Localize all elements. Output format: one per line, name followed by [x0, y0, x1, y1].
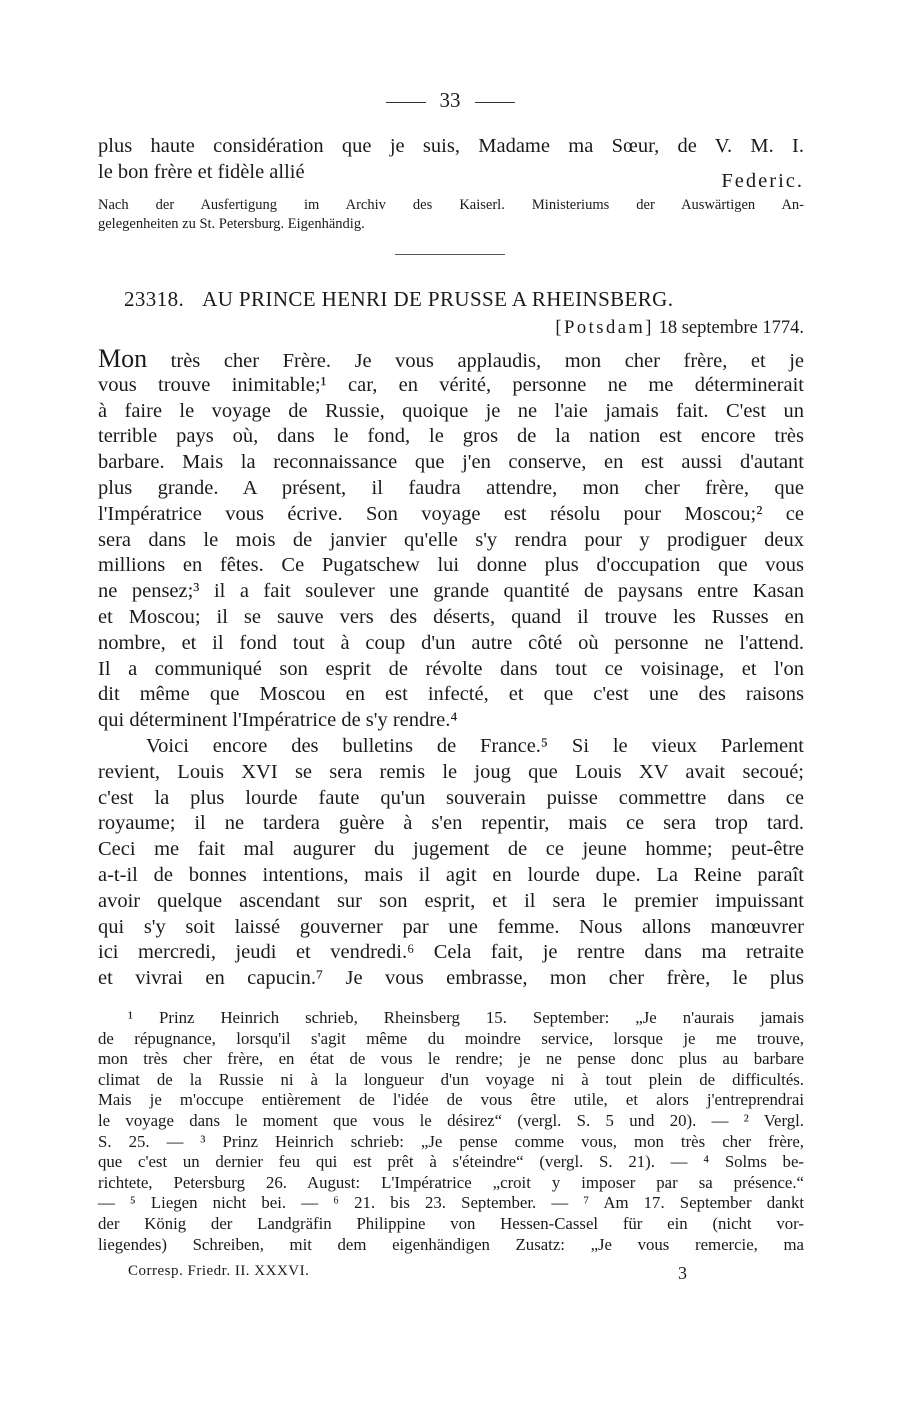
- footnote-line: Mais je m'occupe entièrement de l'idée de vous être utile, et alors j'entreprendrai: [98, 1090, 804, 1110]
- footnote-line: — ⁵ Liegen nicht bei. — ⁶ 21. bis 23. September. — ⁷ Am 17. September dankt: [98, 1193, 804, 1213]
- footer-volume: Corresp. Friedr. II. XXXVI.: [128, 1263, 310, 1279]
- footnote-line: der König der Landgräfin Philippine von Hessen-Cassel für ein (nicht vor-: [98, 1214, 804, 1233]
- header-rule-right: [475, 102, 515, 103]
- body-line: qui déterminent l'Impératrice de s'y rendre.⁴: [98, 709, 458, 732]
- signature: Federic.: [721, 170, 804, 192]
- body-line: vous trouve inimitable;¹ car, en vérité, personne ne me déterminerait: [98, 373, 804, 396]
- footnote-line: ¹ Prinz Heinrich schrieb, Rheinsberg 15. September: „Je n'aurais jamais: [128, 1008, 804, 1027]
- body-line: sera dans le mois de janvier qu'elle s'y rendra pour y prodiguer deux: [98, 528, 804, 551]
- body-line: et Moscou; il se sauve vers des déserts, quand il trouve les Russes en: [98, 606, 804, 628]
- letter-number: 23318.: [124, 287, 185, 311]
- body-line: terrible pays où, dans le fond, le gros de la nation est encore très: [98, 425, 804, 448]
- body-line: et vivrai en capucin.⁷ Je vous embrasse, mon cher frère, le plus: [98, 967, 804, 990]
- footnote-line: mon très cher frère, en état de vous le rendre; je ne pense donc plus au barbare: [98, 1049, 804, 1069]
- body-line: revient, Louis XVI se sera remis le joug que Louis XV avait secoué;: [98, 760, 804, 783]
- footer-signature-mark: 3: [678, 1263, 687, 1283]
- body-line: à faire le voyage de Russie, quoique je ne l'aie jamais fait. C'est un: [98, 399, 804, 422]
- body-line: millions en fêtes. Ce Pugatschew lui donne plus d'occupation que vous: [98, 554, 804, 577]
- body-line: Ceci me fait mal augurer du jugement de ce jeune homme; peut-être: [98, 838, 804, 861]
- section-divider: [395, 254, 505, 255]
- body-line: Il a communiqué son esprit de révolte dans tout ce voisinage, et l'on: [98, 657, 804, 680]
- letter-heading: [124, 287, 804, 312]
- page-number: 33: [439, 88, 461, 112]
- letter-place: [Potsdam]: [555, 318, 654, 338]
- body-line: ici mercredi, jeudi et vendredi.⁶ Cela fait, je rentre dans ma retraite: [98, 941, 804, 964]
- body-line: royaume; il ne tardera guère à s'en repentir, mais ce sera trop tard.: [98, 812, 804, 835]
- footnote-line: richtete, Petersburg 26. August: L'Impératrice „croit y imposer par sa présence.“: [98, 1172, 804, 1192]
- letter-initial-word: Mon: [98, 344, 148, 373]
- body-line: nombre, et il fond tout à coup d'un autre côté où personne ne l'attend.: [98, 631, 804, 654]
- footnote-line: de répugnance, lorsqu'il s'agit même du moindre service, lorsque je me trouve,: [98, 1028, 804, 1048]
- letter-dateline: [555, 318, 804, 339]
- letter-date: 18 septembre 1774.: [658, 318, 804, 338]
- body-line: plus grande. A présent, il faudra attendre, mon cher frère, que: [98, 477, 804, 499]
- footnote-line: climat de la Russie ni à la longueur d'un voyage ni à tout plein de difficultés.: [98, 1069, 804, 1089]
- source-note-line-1: Nach der Ausfertigung im Archiv des Kaiserl. Ministeriums der Auswärtigen An-: [98, 197, 804, 213]
- body-line: l'Impératrice vous écrive. Son voyage est résolu pour Moscou;² ce: [98, 502, 804, 525]
- intro-line-2: le bon frère et fidèle allié: [98, 161, 305, 183]
- footnote-line: le voyage dans le moment que vous le désirez“ (vergl. S. 5 und 20). — ² Vergl.: [98, 1111, 804, 1130]
- body-line: avoir quelque ascendant sur son esprit, et il sera le premier impuissant: [98, 889, 804, 912]
- body-line: a-t-il de bonnes intentions, mais il agit en lourde dupe. La Reine paraît: [98, 864, 804, 886]
- letter-title: AU PRINCE HENRI DE PRUSSE A RHEINSBERG.: [202, 287, 674, 311]
- body-line: Mon très cher Frère. Je vous applaudis, mon cher frère, et je: [98, 344, 804, 373]
- body-line: qui s'y soit laissé gouverner par une femme. Nous allons manœuvrer: [98, 915, 804, 938]
- body-line: ne pensez;³ il a fait soulever une grande quantité de paysans entre Kasan: [98, 580, 804, 603]
- body-line: dit même que Moscou en est infecté, et que c'est une des raisons: [98, 683, 804, 706]
- body-line: barbare. Mais la reconnaissance que j'en conserve, en est aussi d'autant: [98, 451, 804, 474]
- footnote-line: que c'est un dernier feu qui est prêt à s'éteindre“ (vergl. S. 21). — ⁴ Solms be-: [98, 1152, 804, 1172]
- body-line: Voici encore des bulletins de France.⁵ Si le vieux Parlement: [146, 735, 804, 757]
- footnote-line: liegendes) Schreiben, mit dem eigenhändigen Zusatz: „Je vous remercie, ma: [98, 1234, 804, 1254]
- intro-line-1: plus haute considération que je suis, Madame ma Sœur, de V. M. I.: [98, 135, 804, 157]
- header-rule-left: [386, 102, 426, 103]
- body-line: c'est la plus lourde faute qu'un souverain puisse commettre dans ce: [98, 786, 804, 809]
- source-note-line-2: gelegenheiten zu St. Petersburg. Eigenhändig.: [98, 216, 365, 232]
- footnote-line: S. 25. — ³ Prinz Heinrich schrieb: „Je pense comme vous, mon très cher frère,: [98, 1131, 804, 1151]
- page-header: [0, 88, 900, 113]
